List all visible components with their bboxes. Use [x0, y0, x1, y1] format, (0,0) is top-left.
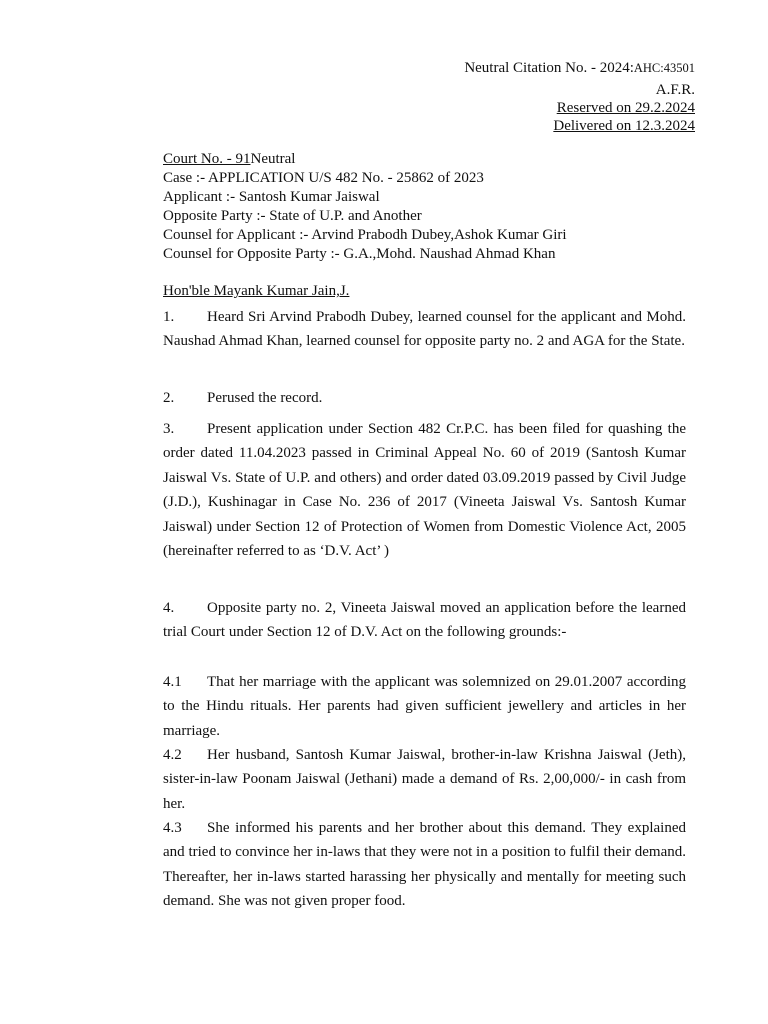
- paragraph-4-3: 4.3 She informed his parents and her brother about this demand. They explained and tried to convince her in-laws that they were not in a position to fulfil their demand. Thereafter, her in-laws started harassing her physically and mentally for meeting such demand. She was not given proper food.: [163, 820, 686, 910]
- paragraph-4-2: 4.2 Her husband, Santosh Kumar Jaiswal, brother-in-law Krishna Jaiswal (Jeth), sister-in-law Poonam Jaiswal (Jethani) made a demand of Rs. 2,00,000/- in cash from her.: [163, 747, 686, 812]
- counsel-applicant: Counsel for Applicant :- Arvind Prabodh Dubey,Ashok Kumar Giri: [163, 227, 567, 243]
- neutral-citation: Neutral Citation No. - 2024:AHC:43501: [464, 60, 695, 76]
- applicant-name: Applicant :- Santosh Kumar Jaiswal: [163, 189, 380, 205]
- paragraph-3: 3. Present application under Section 482 Cr.P.C. has been filed for quashing the order dated 11.04.2023 passed in Criminal Appeal No. 60 of 2019 (Santosh Kumar Jaiswal Vs. State of U.P. and others) and order dated 03.09.2019 passed by Civil Judge (J.D.), Kushinagar in Case No. 236 of 2017 (Vineeta Jaiswal Vs. Santosh Kumar Jaiswal) under Section 12 of Protection of Women from Domestic Violence Act, 2005 (hereinafter referred to as ‘D.V. Act’ ): [163, 421, 686, 560]
- afr-marker: A.F.R.: [655, 82, 695, 98]
- paragraph-4-1: 4.1 That her marriage with the applicant was solemnized on 29.01.2007 according to the Hindu rituals. Her parents had given sufficient jewellery and articles in her marriage.: [163, 674, 686, 739]
- counsel-opposite-party: Counsel for Opposite Party :- G.A.,Mohd. Naushad Ahmad Khan: [163, 246, 556, 262]
- paragraph-2: 2. Perused the record.: [163, 390, 323, 406]
- paragraph-4: 4. Opposite party no. 2, Vineeta Jaiswal moved an application before the learned trial Court under Section 12 of D.V. Act on the following grounds:-: [163, 600, 686, 641]
- opposite-party: Opposite Party :- State of U.P. and Another: [163, 208, 422, 224]
- reserved-date: Reserved on 29.2.2024: [556, 100, 695, 116]
- paragraph-1: 1. Heard Sri Arvind Prabodh Dubey, learned counsel for the applicant and Mohd. Naushad Ahmad Khan, learned counsel for opposite party no. 2 and AGA for the State.: [163, 309, 686, 350]
- case-number: Case :- APPLICATION U/S 482 No. - 25862 of 2023: [163, 170, 484, 186]
- court-number: Court No. - 91Neutral: [163, 151, 296, 167]
- judge-name: Hon'ble Mayank Kumar Jain,J.: [163, 283, 350, 299]
- delivered-date: Delivered on 12.3.2024: [553, 118, 695, 134]
